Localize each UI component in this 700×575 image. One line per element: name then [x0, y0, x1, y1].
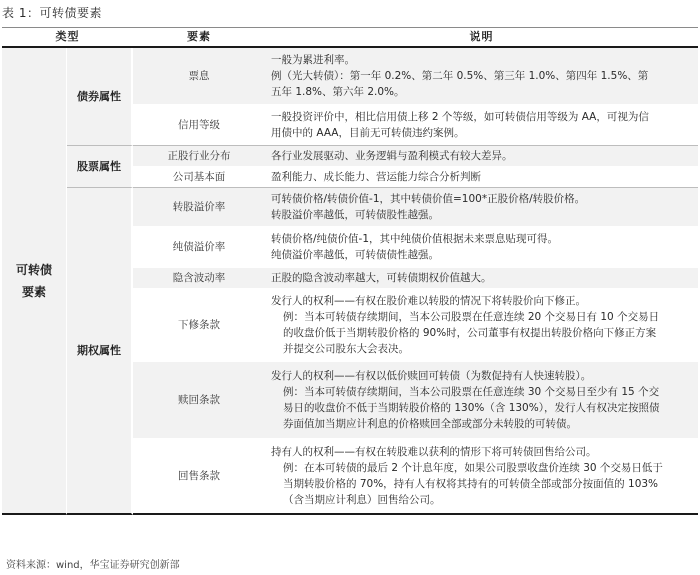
type-cell	[2, 48, 67, 515]
row-industry	[2, 145, 698, 166]
desc-line: 当期转股价格的 70%，持有人有权将其持有的可转债全部或部分按面值的 103%	[283, 478, 659, 490]
desc-line: 券面值加当期应计利息的价格赎回全部或部分未转股的可转债。	[283, 418, 577, 430]
desc-call	[265, 361, 698, 438]
desc-line: 例：当本可转债存续期间，当本公司股票在任意连续 30 个交易日至少有 15 个交	[283, 386, 660, 398]
desc-line: （含当期应计利息）回售给公司。	[283, 494, 441, 506]
element-implied-vol: 隐含波动率	[133, 267, 265, 288]
element-coupon: 票息	[133, 48, 265, 104]
group-bond: 债券属性	[67, 48, 133, 145]
element-credit: 信用等级	[133, 104, 265, 145]
desc-put	[265, 438, 698, 515]
element-bond-premium: 纯债溢价率	[133, 226, 265, 267]
desc-bond-premium	[265, 226, 698, 267]
desc-line: 例：当本可转债存续期间，当本公司股票在任意连续 20 个交易日有 10 个交易日	[283, 311, 660, 323]
element-call: 赎回条款	[133, 361, 265, 438]
desc-credit	[265, 104, 698, 145]
desc-line: 转股溢价率越低，可转债股性越强。	[271, 209, 439, 221]
header-element: 要素	[133, 28, 265, 48]
element-fundamentals: 公司基本面	[133, 166, 265, 187]
desc-line: 并提交公司股东大会表决。	[283, 343, 409, 355]
desc-line: 例（光大转债）：第一年 0.2%、第二年 0.5%、第三年 1.0%、第四年 1.5%、第	[271, 70, 649, 82]
source-note: 资料来源：wind，华宝证券研究创新部	[6, 560, 180, 571]
desc-line: 五年 1.8%、第六年 2.0%。	[271, 86, 405, 98]
desc-implied-vol	[265, 267, 698, 288]
desc-line: 转债价格/纯债价值-1，其中纯债价值根据未来票息贴现可得。	[271, 233, 559, 245]
group-stock: 股票属性	[67, 145, 133, 187]
desc-line: 发行人的权利——有权在股价难以转股的情况下将转股价向下修正。	[271, 295, 586, 307]
desc-fundamentals	[265, 166, 698, 187]
header-description: 说明	[265, 28, 698, 48]
element-conversion-premium: 转股溢价率	[133, 187, 265, 226]
desc-line: 持有人的权利——有权在转股难以获利的情形下将可转债回售给公司。	[271, 446, 597, 458]
desc-downward-revision	[265, 288, 698, 361]
desc-line: 一般为累进利率。	[271, 54, 355, 66]
table-caption: 表 1：可转债要素	[2, 6, 102, 20]
group-option: 期权属性	[67, 187, 133, 515]
desc-line: 盈利能力、成长能力、营运能力综合分析判断	[271, 171, 481, 183]
desc-line: 发行人的权利——有权以低价赎回可转债（为数促持有人快速转股）。	[271, 370, 592, 382]
row-conversion-premium	[2, 187, 698, 226]
desc-line: 的收盘价低于当期转股价格的 90%时，公司董事有权提出转股价格向下修正方案	[283, 327, 657, 339]
desc-line: 正股的隐含波动率越大，可转债期权价值越大。	[271, 272, 492, 284]
type-label: 可转债要素	[16, 262, 53, 299]
desc-line: 一般投资评价中，相比信用债上移 2 个等级，如可转债信用等级为 AA，可视为信	[271, 111, 649, 123]
header-type: 类型	[2, 28, 133, 48]
element-industry: 正股行业分布	[133, 145, 265, 166]
convertible-bond-elements-table	[2, 28, 698, 515]
desc-line: 易日的收盘价不低于当期转股价格的 130%（含 130%），发行人有权决定按照债	[283, 402, 660, 414]
row-coupon	[2, 48, 698, 104]
element-downward-revision: 下修条款	[133, 288, 265, 361]
desc-industry	[265, 145, 698, 166]
desc-line: 用债中的 AAA，目前无可转债违约案例。	[271, 127, 465, 139]
desc-conversion-premium	[265, 187, 698, 226]
desc-line: 例：在本可转债的最后 2 个计息年度，如果公司股票收盘价连续 30 个交易日低于	[283, 462, 663, 474]
desc-line: 可转债价格/转债价值-1，其中转债价值=100*正股价格/转股价格。	[271, 193, 586, 205]
desc-line: 各行业发展驱动、业务逻辑与盈利模式有较大差异。	[271, 150, 513, 162]
element-put: 回售条款	[133, 438, 265, 515]
header-row	[2, 28, 698, 48]
desc-coupon	[265, 48, 698, 104]
desc-line: 纯债溢价率越低，可转债债性越强。	[271, 249, 439, 261]
